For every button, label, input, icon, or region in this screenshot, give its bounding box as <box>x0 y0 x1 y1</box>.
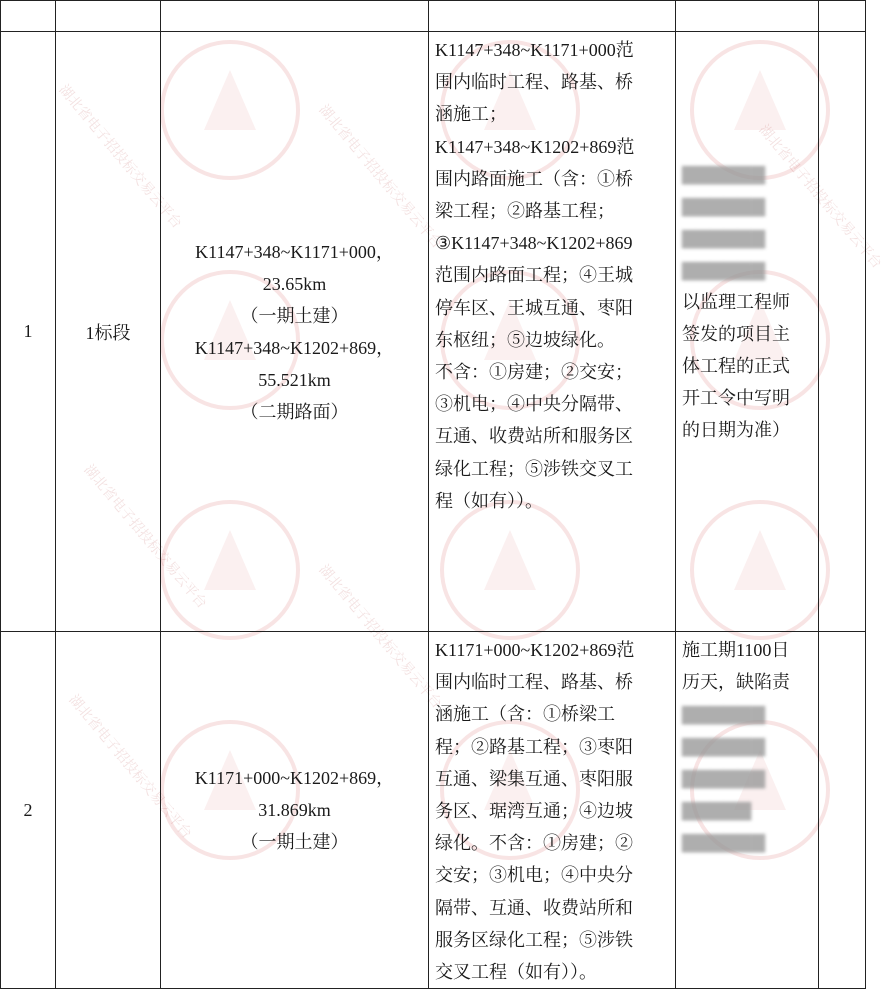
scope-line: 梁工程；②路基工程； <box>435 201 615 222</box>
scope-line: 绿化。不含：①房建；② <box>435 833 633 854</box>
mileage-range <box>161 32 429 632</box>
period-line: 体工程的正式 <box>682 356 790 376</box>
range-line: （一期土建） <box>240 305 349 326</box>
table-header-row <box>1 1 866 32</box>
empty-cell <box>819 32 866 632</box>
row-number: 1 <box>1 32 56 632</box>
table-row <box>1 632 866 989</box>
scope-line: 隔带、互通、收费站所和 <box>435 897 633 918</box>
construction-period <box>676 32 819 632</box>
lot-name <box>56 632 161 989</box>
scope-line: 围内临时工程、路基、桥 <box>435 72 633 93</box>
range-line: （一期土建） <box>240 832 349 853</box>
obscured-text: ▇▇▇▇▇▇ <box>682 736 766 756</box>
obscured-text: ▇▇▇▇▇▇ <box>682 228 766 248</box>
range-line: 55.521km <box>258 369 331 390</box>
header-cell <box>819 1 866 32</box>
scope-line: 务区、琚湾互通；④边坡 <box>435 801 633 822</box>
obscured-text: ▇▇▇▇▇▇ <box>682 768 766 788</box>
scope-line: 服务区绿化工程；⑤涉铁 <box>435 929 633 950</box>
scope-line: 绿化工程；⑤涉铁交叉工 <box>435 458 633 479</box>
watermark-text: 湖北省电子招投标交易云平台 <box>755 121 885 272</box>
scope-line: 程；②路基工程；③枣阳 <box>435 736 633 757</box>
scope-line: 涵施工（含：①桥梁工 <box>435 704 615 725</box>
scope-line: 程（如有））。 <box>435 490 543 511</box>
scope-line: 范围内路面工程；④王城 <box>435 265 633 286</box>
header-cell <box>429 1 676 32</box>
range-line: K1147+348~K1171+000， <box>195 241 394 262</box>
scope-line: 不含：①房建；②交安； <box>435 362 633 383</box>
range-line: K1147+348~K1202+869， <box>194 337 395 358</box>
row-number: 2 <box>1 632 56 989</box>
watermark-text: 湖北省电子招投标交易云平台 <box>315 101 445 252</box>
period-line: 以监理工程师 <box>682 292 790 312</box>
watermark-text: 湖北省电子招投标交易云平台 <box>55 81 185 232</box>
period-line: 施工期1100日 <box>682 640 790 660</box>
scope-line: 东枢纽；⑤边坡绿化。 <box>435 329 615 350</box>
header-cell <box>161 1 429 32</box>
construction-period <box>676 632 819 989</box>
obscured-text: ▇▇▇▇▇▇ <box>682 832 766 852</box>
period-line: 的日期为准） <box>682 420 790 440</box>
obscured-text: ▇▇▇▇▇▇ <box>682 704 766 724</box>
scope-line: 交叉工程（如有））。 <box>435 962 597 983</box>
scope-line: 停车区、王城互通、枣阳 <box>435 297 633 318</box>
range-line: （二期路面） <box>240 401 349 422</box>
scope-line: K1147+348~K1171+000范 <box>435 40 634 60</box>
range-line: K1171+000~K1202+869， <box>194 768 395 789</box>
range-line: 31.869km <box>258 800 331 821</box>
work-scope <box>429 632 676 989</box>
obscured-text: ▇▇▇▇▇ <box>682 800 752 820</box>
watermark-text: 湖北省电子招投标交易云平台 <box>80 461 210 612</box>
scope-line: 涵施工； <box>435 104 507 125</box>
obscured-text: ▇▇▇▇▇▇ <box>682 164 766 184</box>
obscured-text: ▇▇▇▇▇▇ <box>682 260 766 280</box>
period-line: 开工令中写明 <box>682 388 790 408</box>
header-cell <box>1 1 56 32</box>
scope-line: 围内路面施工（含：①桥 <box>435 168 633 189</box>
scope-line: ③K1147+348~K1202+869 <box>435 233 633 254</box>
scope-line: 交安；③机电；④中央分 <box>435 865 633 886</box>
scope-line: 围内临时工程、路基、桥 <box>435 672 633 693</box>
header-cell <box>676 1 819 32</box>
header-cell <box>56 1 161 32</box>
work-scope <box>429 32 676 632</box>
range-line: 23.65km <box>262 273 327 294</box>
period-line: 签发的项目主 <box>682 324 790 344</box>
period-line: 历天，缺陷责 <box>682 672 790 692</box>
watermark-text: 湖北省电子招投标交易云平台 <box>315 561 445 712</box>
scope-line: 互通、梁集互通、枣阳服 <box>435 768 633 789</box>
scope-line: K1147+348~K1202+869范 <box>435 136 635 157</box>
watermark-text: 湖北省电子招投标交易云平台 <box>65 691 195 842</box>
scope-line: 互通、收费站所和服务区 <box>435 426 633 447</box>
lot-name: 1标段 <box>56 32 161 632</box>
obscured-text: ▇▇▇▇▇▇ <box>682 196 766 216</box>
mileage-range <box>161 632 429 989</box>
table-row <box>1 32 866 632</box>
empty-cell <box>819 632 866 989</box>
scope-line: K1171+000~K1202+869范 <box>435 640 635 660</box>
scope-line: ③机电；④中央分隔带、 <box>435 394 633 415</box>
